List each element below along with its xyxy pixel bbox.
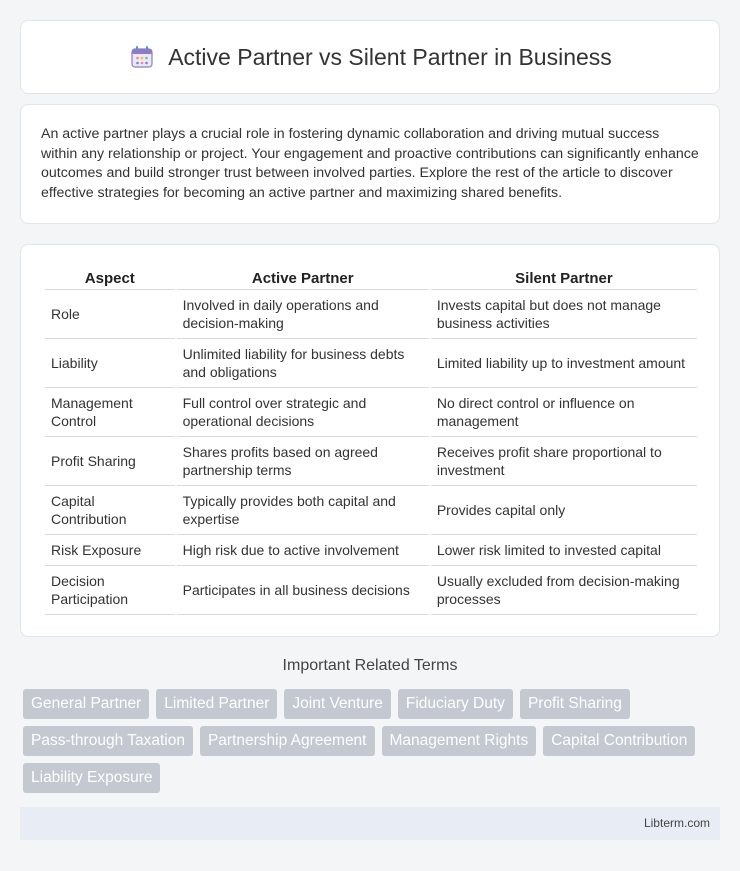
cell-active: Full control over strategic and operational decisions (177, 388, 429, 437)
cell-active: High risk due to active involvement (177, 535, 429, 566)
cell-aspect: Capital Contribution (45, 486, 175, 535)
comparison-card (20, 244, 720, 637)
header-aspect: Aspect (45, 265, 175, 290)
cell-aspect: Role (45, 290, 175, 339)
table-row (45, 388, 697, 437)
cell-active: Typically provides both capital and expertise (177, 486, 429, 535)
cell-active: Shares profits based on agreed partnership terms (177, 437, 429, 486)
header-card (20, 20, 720, 94)
cell-aspect: Liability (45, 339, 175, 388)
term-tag[interactable]: Profit Sharing (520, 689, 630, 719)
intro-card (20, 104, 720, 224)
table-row (45, 290, 697, 339)
cell-silent: Receives profit share proportional to investment (431, 437, 697, 486)
term-tag[interactable]: Partnership Agreement (200, 726, 375, 756)
cell-aspect: Decision Participation (45, 566, 175, 615)
term-tag[interactable]: Liability Exposure (23, 763, 160, 793)
term-tag[interactable]: Limited Partner (156, 689, 277, 719)
comparison-table (43, 265, 699, 615)
cell-silent: Usually excluded from decision-making processes (431, 566, 697, 615)
cell-active: Participates in all business decisions (177, 566, 429, 615)
cell-aspect: Profit Sharing (45, 437, 175, 486)
table-row (45, 339, 697, 388)
term-tag[interactable]: Pass-through Taxation (23, 726, 193, 756)
related-terms-title: Important Related Terms (282, 657, 458, 674)
header-active-partner: Active Partner (177, 265, 429, 290)
cell-silent: Invests capital but does not manage business activities (431, 290, 697, 339)
cell-active: Unlimited liability for business debts and obligations (177, 339, 429, 388)
page-title: Active Partner vs Silent Partner in Business (168, 43, 612, 70)
intro-text: An active partner plays a crucial role in fostering dynamic collaboration and driving mutual success within any relationship or project. Your engagement and proactive contributions can significantly enhance outcomes and build stronger trust between involved parties. Explore the rest of the article to discover effective strategies for becoming an active partner and maximizing shared benefits. (41, 126, 699, 201)
cell-aspect: Management Control (45, 388, 175, 437)
cell-active: Involved in daily operations and decision-making (177, 290, 429, 339)
calendar-icon (128, 43, 156, 71)
related-terms-list (23, 689, 723, 793)
term-tag[interactable]: Fiduciary Duty (398, 689, 513, 719)
table-row (45, 566, 697, 615)
footer (20, 807, 720, 840)
table-row (45, 437, 697, 486)
cell-silent: Limited liability up to investment amount (431, 339, 697, 388)
term-tag[interactable]: Capital Contribution (543, 726, 695, 756)
table-row (45, 535, 697, 566)
term-tag[interactable]: Management Rights (382, 726, 537, 756)
footer-site-link[interactable]: Libterm.com (643, 816, 710, 830)
cell-silent: Lower risk limited to invested capital (431, 535, 697, 566)
term-tag[interactable]: General Partner (23, 689, 149, 719)
cell-silent: Provides capital only (431, 486, 697, 535)
cell-aspect: Risk Exposure (45, 535, 175, 566)
cell-silent: No direct control or influence on management (431, 388, 697, 437)
table-row (45, 486, 697, 535)
header-silent-partner: Silent Partner (431, 265, 697, 290)
term-tag[interactable]: Joint Venture (284, 689, 390, 719)
table-header-row (45, 265, 697, 290)
